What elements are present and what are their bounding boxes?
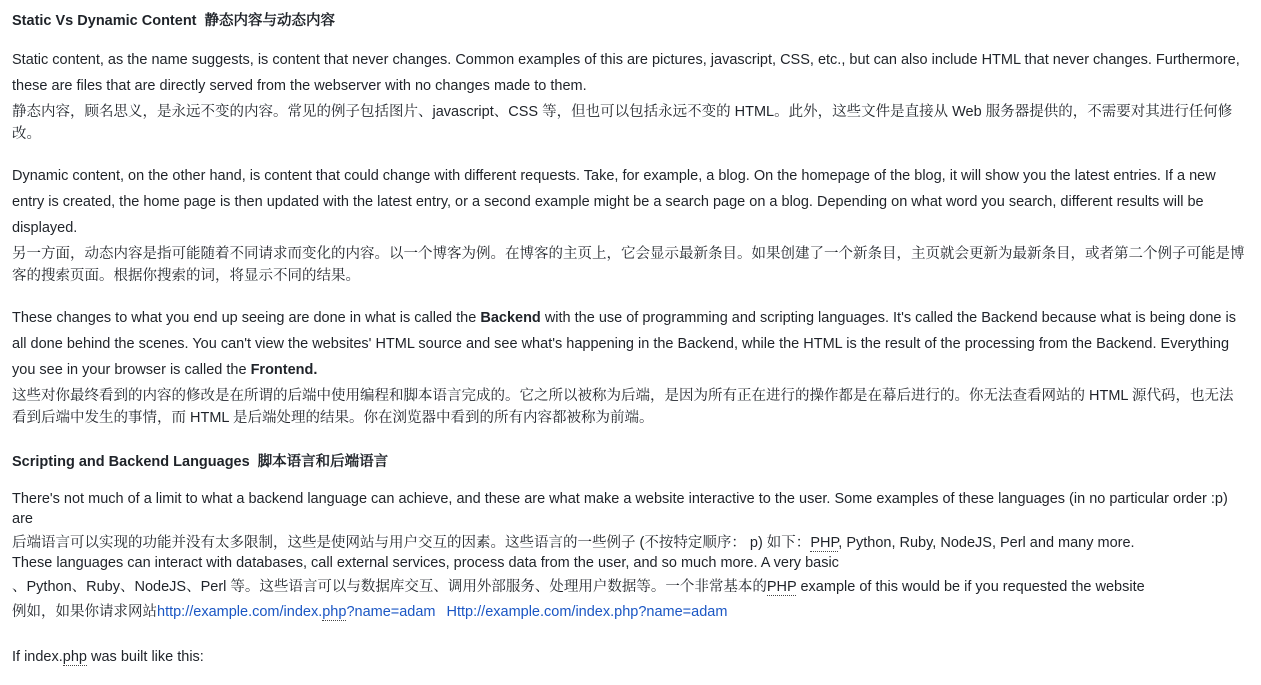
section-heading-static-dynamic xyxy=(12,9,335,30)
heading-en: Static Vs Dynamic Content xyxy=(12,13,197,29)
php-abbr: php xyxy=(322,604,347,620)
paragraph-languages-en: There's not much of a limit to what a backend language can achieve, and these are what make a website interactive to the user. Some examples of these languages (in no particular order :p) are xyxy=(12,491,1228,527)
link-text: ?name=adam xyxy=(346,604,436,620)
php-abbr: PHP xyxy=(766,579,797,595)
backend-text-c: with the use of programming and scripting languages. It's called the Backend because what is being done is all done behind the scenes. You can't view the websites' HTML source and see what's happening in the Backend, while the HTML is the result of the processing from the Backend. Everything you see in your browser is called the xyxy=(12,310,1236,378)
frontend-term: Frontend. xyxy=(250,362,318,378)
paragraph-backend-zh: 这些对你最终看到的内容的修改是在所谓的后端中使用编程和脚本语言完成的。它之所以被称为后端，是因为所有正在进行的操作都是在幕后进行的。你无法查看网站的 HTML 源代码，也无法看到后端中发生的事情，而 HTML 是后端处理的结果。你在浏览器中看到的所有内容都被称为前端。 xyxy=(12,388,1234,426)
backend-text-a: These changes to what you end up seeing are done in what is called the xyxy=(12,310,481,326)
heading-en: Scripting and Backend Languages xyxy=(12,454,250,470)
languages-capabilities-zh xyxy=(12,574,1243,600)
example-link-2[interactable]: Http://example.com/index.php?name=adam xyxy=(446,604,728,620)
index-php-line xyxy=(12,644,1243,670)
index-text-a: If index. xyxy=(12,649,63,665)
paragraph-static-zh: 静态内容，顾名思义，是永远不变的内容。常见的例子包括图片、javascript、CSS 等，但也可以包括永远不变的 HTML。此外，这些文件是直接从 Web 服务器提供的，不需要对其进行任何修改。 xyxy=(12,104,1233,142)
section-heading-scripting xyxy=(12,450,388,471)
backend-term: Backend xyxy=(480,310,541,326)
paragraph-backend-en xyxy=(12,305,1243,383)
example-url-line xyxy=(12,599,1243,625)
example-text: example of this would be if you requested the website xyxy=(796,579,1145,595)
paragraph-dynamic-zh: 另一方面，动态内容是指可能随着不同请求而变化的内容。以一个博客为例。在博客的主页上，它会显示最新条目。如果创建了一个新条目，主页就会更新为最新条目，或者第二个例子可能是博客的搜索页面。根据你搜索的词，将显示不同的结果。 xyxy=(12,246,1245,284)
paragraph-static-en: Static content, as the name suggests, is content that never changes. Common examples of this are pictures, javascript, CSS, etc., but can also include HTML that never changes. Furthermore, these are files that are directly served from the webserver with no changes made to them. xyxy=(12,52,1240,94)
php-abbr: PHP xyxy=(810,535,839,551)
example-link-1[interactable] xyxy=(157,604,436,621)
capabilities-zh-text: 、Python、Ruby、NodeJS、Perl 等。这些语言可以与数据库交互、调用外部服务、处理用户数据等。一个非常基本的 xyxy=(12,579,767,595)
languages-capabilities-en: These languages can interact with databases, call external services, process data from the user, and so much more. A very basic xyxy=(12,555,839,571)
link-text: http://example.com/index. xyxy=(157,604,323,620)
example-url-zh-text: 例如，如果你请求网站 xyxy=(12,604,157,620)
paragraph-dynamic-en: Dynamic content, on the other hand, is content that could change with different requests. Take, for example, a blog. On the homepage of the blog, it will show you the latest entries. If a new entry is created, the home page is then updated with the latest entry, or a second example might be a search page on a blog. Depending on what word you search, different results will be displayed. xyxy=(12,168,1216,236)
languages-list-text: , Python, Ruby, NodeJS, Perl and many more. xyxy=(838,535,1135,551)
heading-zh: 静态内容与动态内容 xyxy=(204,13,336,29)
index-text-b: was built like this: xyxy=(86,649,204,665)
heading-zh: 脚本语言和后端语言 xyxy=(257,454,389,470)
languages-zh-text: 后端语言可以实现的功能并没有太多限制，这些是使网站与用户交互的因素。这些语言的一些例子 (不按特定顺序： p) 如下： xyxy=(12,535,811,551)
php-abbr: php xyxy=(62,649,87,665)
